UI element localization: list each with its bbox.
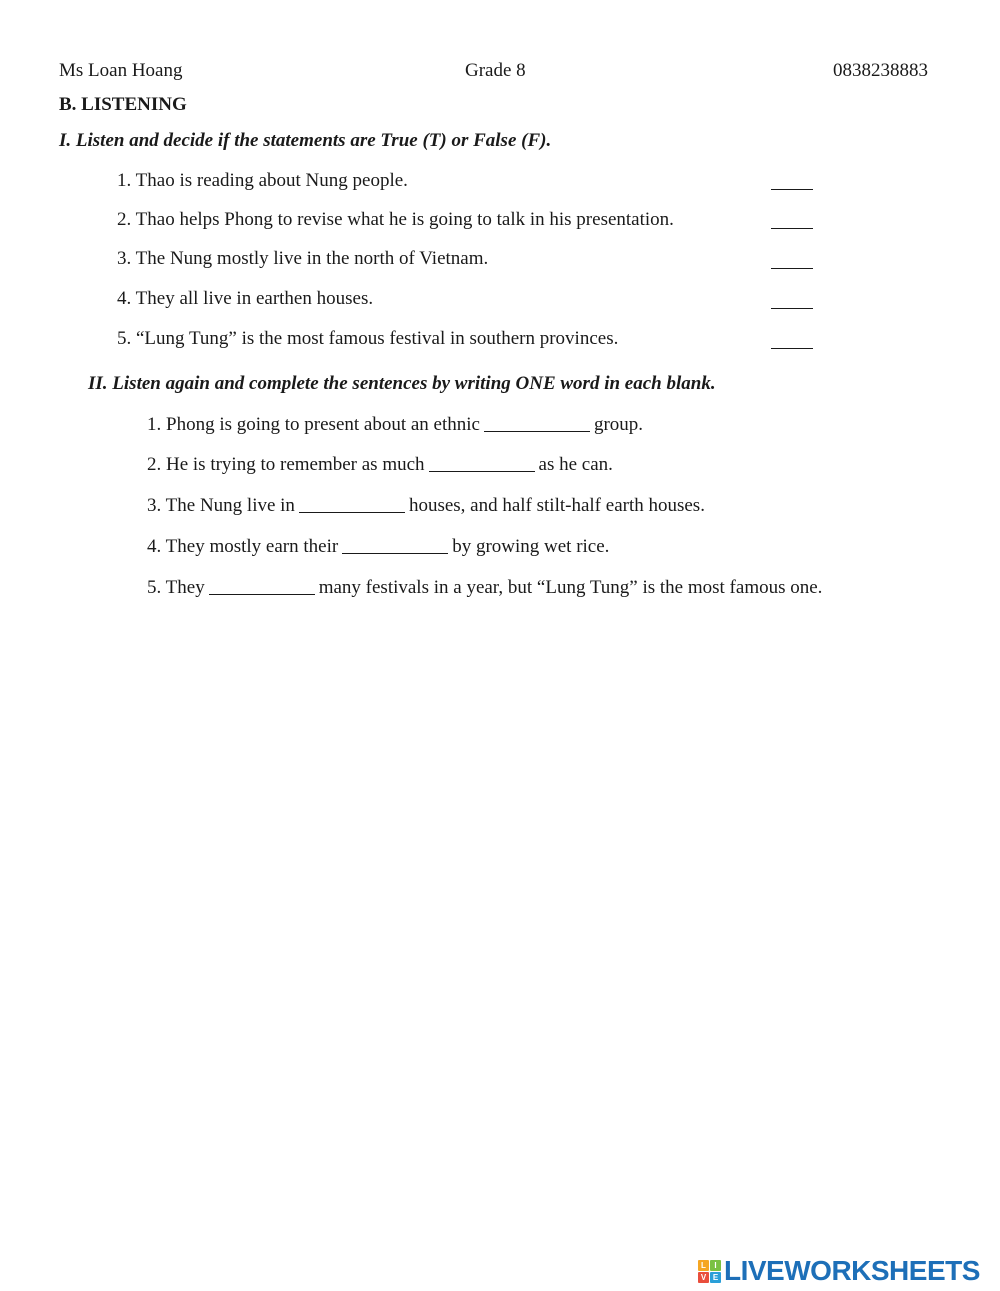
liveworksheets-logo bbox=[698, 1256, 980, 1286]
sentence-end: as he can. bbox=[538, 454, 613, 475]
sentence-start: 1. Phong is going to present about an ethnic bbox=[147, 414, 480, 435]
fill-blank[interactable] bbox=[209, 578, 315, 595]
section-title: B. LISTENING bbox=[59, 94, 187, 115]
tf-statement: 5. “Lung Tung” is the most famous festival in southern provinces. bbox=[117, 328, 619, 349]
tf-answer-blank[interactable] bbox=[771, 308, 813, 309]
sentence-end: group. bbox=[593, 414, 644, 435]
fill-blank[interactable] bbox=[484, 415, 590, 432]
fill-sentence bbox=[147, 413, 643, 436]
tf-answer-blank[interactable] bbox=[771, 348, 813, 349]
part1-instruction: I. Listen and decide if the statements are True (T) or False (F). bbox=[59, 130, 552, 151]
fill-sentence bbox=[147, 535, 609, 558]
sentence-end: by growing wet rice. bbox=[452, 536, 610, 557]
part2-instruction: II. Listen again and complete the sentences by writing ONE word in each blank. bbox=[88, 373, 716, 394]
tf-statement: 1. Thao is reading about Nung people. bbox=[117, 170, 408, 191]
tf-answer-blank[interactable] bbox=[771, 189, 813, 190]
logo-letter-i: I bbox=[710, 1260, 721, 1271]
fill-sentence bbox=[147, 453, 613, 476]
tf-statement: 4. They all live in earthen houses. bbox=[117, 288, 374, 309]
logo-letter-l: L bbox=[698, 1260, 709, 1271]
tf-statement: 2. Thao helps Phong to revise what he is going to talk in his presentation. bbox=[117, 209, 674, 230]
phone-number: 0838238883 bbox=[833, 60, 928, 81]
sentence-end: houses, and half stilt-half earth houses. bbox=[408, 495, 705, 516]
fill-blank[interactable] bbox=[299, 496, 405, 513]
fill-sentence bbox=[147, 576, 822, 599]
grade-label: Grade 8 bbox=[465, 60, 526, 81]
liveworksheets-logo-icon bbox=[698, 1260, 721, 1283]
liveworksheets-logo-text: LIVEWORKSHEETS bbox=[724, 1255, 980, 1286]
sentence-start: 5. They bbox=[147, 577, 205, 598]
sentence-start: 3. The Nung live in bbox=[147, 495, 295, 516]
fill-sentence bbox=[147, 494, 705, 517]
fill-blank[interactable] bbox=[342, 537, 448, 554]
sentence-start: 4. They mostly earn their bbox=[147, 536, 339, 557]
sentence-end: many festivals in a year, but “Lung Tung” is the most famous one. bbox=[318, 577, 823, 598]
tf-answer-blank[interactable] bbox=[771, 268, 813, 269]
logo-letter-e: E bbox=[710, 1272, 721, 1283]
teacher-name: Ms Loan Hoang bbox=[59, 60, 183, 81]
fill-blank[interactable] bbox=[429, 455, 535, 472]
logo-letter-v: V bbox=[698, 1272, 709, 1283]
sentence-start: 2. He is trying to remember as much bbox=[147, 454, 425, 475]
tf-statement: 3. The Nung mostly live in the north of Vietnam. bbox=[117, 248, 489, 269]
tf-answer-blank[interactable] bbox=[771, 228, 813, 229]
